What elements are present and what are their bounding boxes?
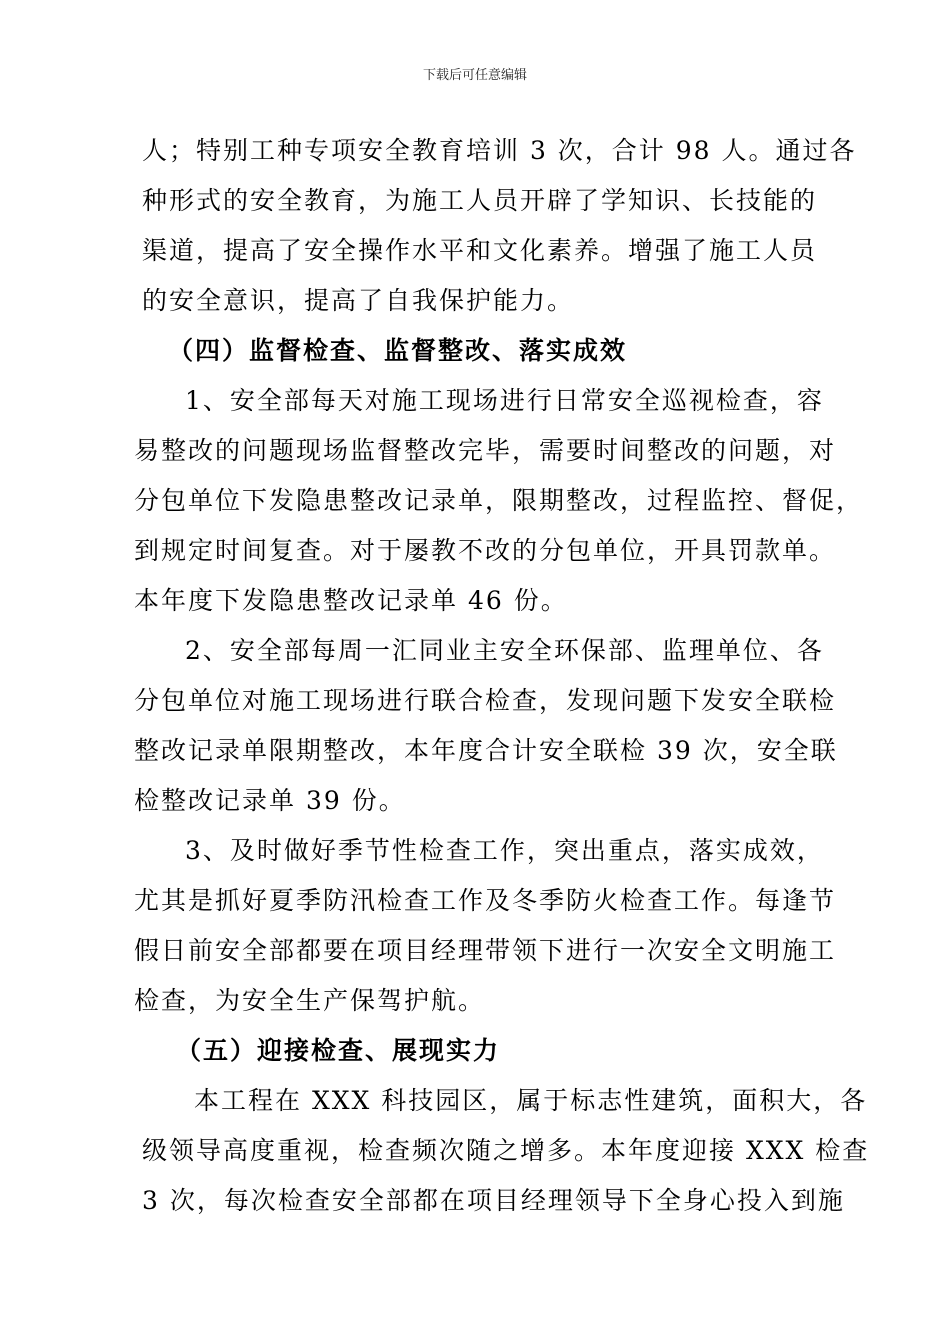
paragraph-line: 检查，为安全生产保驾护航。 — [134, 986, 486, 1015]
paragraph-line: 3、及时做好季节性检查工作，突出重点，落实成效， — [185, 836, 824, 865]
paragraph-line: 2、安全部每周一汇同业主安全环保部、监理单位、各 — [185, 636, 824, 665]
paragraph-line: 检整改记录单 39 份。 — [134, 786, 406, 815]
paragraph-line: 3 次，每次检查安全部都在项目经理领导下全身心投入到施 — [142, 1186, 845, 1215]
paragraph-line: 分包单位对施工现场进行联合检查，发现问题下发安全联检 — [134, 686, 837, 715]
paragraph-line: 假日前安全部都要在项目经理带领下进行一次安全文明施工 — [134, 936, 837, 965]
paragraph-line: 尤其是抓好夏季防汛检查工作及冬季防火检查工作。每逢节 — [134, 886, 837, 915]
paragraph-line: 渠道，提高了安全操作水平和文化素养。增强了施工人员 — [142, 236, 818, 265]
paragraph-line: 易整改的问题现场监督整改完毕，需要时间整改的问题，对 — [134, 436, 837, 465]
paragraph-line: 种形式的安全教育，为施工人员开辟了学知识、长技能的 — [142, 186, 818, 215]
paragraph-line: 整改记录单限期整改，本年度合计安全联检 39 次，安全联 — [134, 736, 838, 765]
page-header: 下载后可任意编辑 — [422, 68, 527, 83]
paragraph-line: 的安全意识，提高了自我保护能力。 — [142, 286, 575, 315]
section-heading-4: （四）监督检查、监督整改、落实成效 — [168, 336, 628, 365]
paragraph-line: 到规定时间复查。对于屡教不改的分包单位，开具罚款单。 — [134, 536, 837, 565]
section-heading-5: （五）迎接检查、展现实力 — [176, 1036, 501, 1065]
paragraph-line: 人；特别工种专项安全教育培训 3 次，合计 98 人。通过各 — [142, 136, 857, 165]
paragraph-line: 本年度下发隐患整改记录单 46 份。 — [134, 586, 568, 615]
paragraph-line: 本工程在 XXX 科技园区，属于标志性建筑，面积大，各 — [194, 1086, 868, 1115]
paragraph-line: 级领导高度重视，检查频次随之增多。本年度迎接 XXX 检查 — [142, 1136, 870, 1165]
paragraph-line: 1、安全部每天对施工现场进行日常安全巡视检查，容 — [185, 386, 824, 415]
paragraph-line: 分包单位下发隐患整改记录单，限期整改，过程监控、督促， — [134, 486, 864, 515]
